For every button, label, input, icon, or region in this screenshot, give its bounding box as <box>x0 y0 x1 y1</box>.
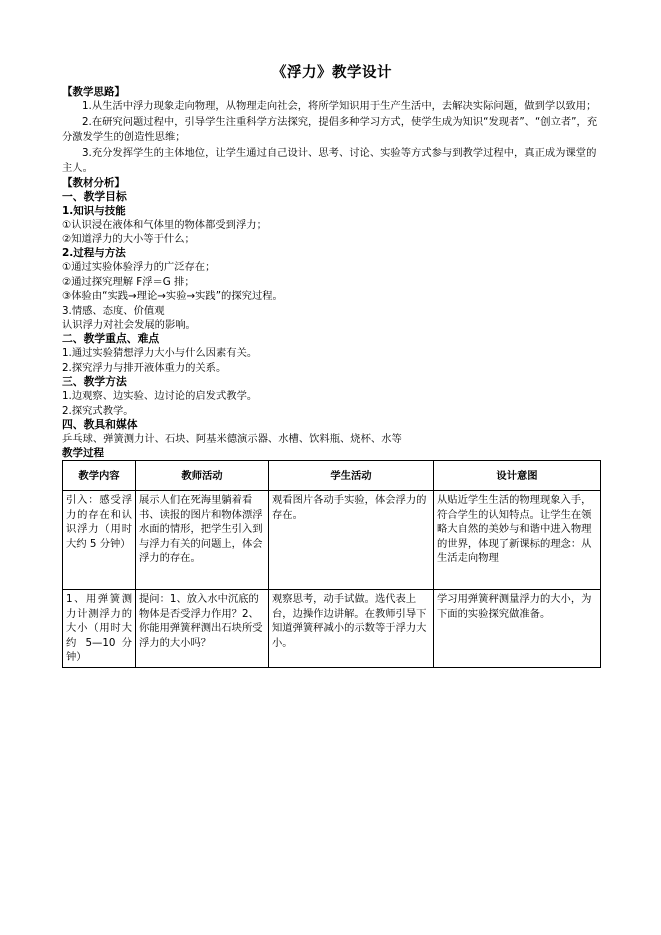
key-point-item: 1.通过实验猜想浮力大小与什么因素有关。 <box>62 347 258 360</box>
method-item: 1.边观察、边实验、边讨论的启发式教学。 <box>62 390 258 403</box>
key-points-title: 二、教学重点、难点 <box>62 332 160 346</box>
process-title: 2.过程与方法 <box>62 247 126 260</box>
method-title: 三、教学方法 <box>62 375 127 389</box>
process-label: 教学过程 <box>62 447 104 460</box>
ideas-heading: 【教学思路】 <box>62 86 125 98</box>
knowledge-item: ①认识浸在液体和气体里的物体都受到浮力； <box>62 218 267 231</box>
analysis-heading: 【教材分析】 <box>62 176 125 189</box>
cell-student: 观察思考，动手试做。选代表上台，边操作边讲解。在教师引导下知道弹簧秤减小的示数等于浮力大小。 <box>269 590 434 668</box>
header-teacher: 教师活动 <box>136 461 269 491</box>
process-item: ①通过实验体验浮力的广泛存在； <box>62 261 216 274</box>
emotion-title: 3.情感、态度、价值观 <box>62 304 165 317</box>
table-header-row <box>63 461 601 491</box>
document-page <box>62 64 602 668</box>
table-row <box>63 590 601 668</box>
tools-text: 乒乓球、弹簧测力计、石块、阿基米德演示器、水槽、饮料瓶、烧杯、水等 <box>62 432 402 445</box>
process-table <box>62 460 601 668</box>
emotion-item: 认识浮力对社会发展的影响。 <box>62 318 196 331</box>
cell-student: 观看图片各动手实验，体会浮力的存在。 <box>269 491 434 590</box>
header-content: 教学内容 <box>63 461 136 491</box>
document-title: 《浮力》教学设计 <box>272 65 392 81</box>
header-student: 学生活动 <box>269 461 434 491</box>
knowledge-item: ②知道浮力的大小等于什么； <box>62 232 195 245</box>
cell-content: 引入：感受浮力的存在和认识浮力（用时大约 5 分钟） <box>63 491 136 590</box>
process-item: ③体验由“实践→理论→实验→实践”的探究过程。 <box>62 290 283 303</box>
knowledge-title: 1.知识与技能 <box>62 204 126 217</box>
cell-content: 1、用弹簧测力计测浮力的大小（用时大约 5—10 分钟） <box>63 590 136 668</box>
table-row <box>63 491 601 590</box>
cell-intent: 学习用弹簧秤测量浮力的大小，为下面的实验探究做准备。 <box>434 590 601 668</box>
tools-title: 四、教具和媒体 <box>62 417 138 431</box>
ideas-paragraph: 1.从生活中浮力现象走向物理，从物理走向社会，将所学知识用于生产生活中，去解决实际问题，做到学以致用； <box>82 100 597 112</box>
ideas-paragraph: 3.充分发挥学生的主体地位，让学生通过自己设计、思考、讨论、实验等方式参与到教学过程中，真正成为课堂的主人。 <box>62 146 597 174</box>
method-item: 2.探究式教学。 <box>62 404 134 417</box>
key-point-item: 2.探究浮力与排开液体重力的关系。 <box>62 361 227 374</box>
ideas-paragraph: 2.在研究问题过程中，引导学生注重科学方法探究，提倡多种学习方式，使学生成为知识“发现者”、“创立者”，充分激发学生的创造性思维； <box>62 115 598 143</box>
process-item: ②通过探究理解 F浮＝G 排； <box>62 275 195 288</box>
header-intent: 设计意图 <box>434 461 601 491</box>
cell-teacher: 展示人们在死海里躺着看书、读报的图片和物体漂浮水面的情形，把学生引入到与浮力有关的问题上，体会浮力的存在。 <box>136 491 269 590</box>
goals-title: 一、教学目标 <box>62 189 127 203</box>
cell-teacher: 提问：1、放入水中沉底的物体是否受浮力作用？2、你能用弹簧秤测出石块所受浮力的大小吗？ <box>136 590 269 668</box>
cell-intent: 从贴近学生生活的物理现象入手，符合学生的认知特点。让学生在领略大自然的美妙与和谐中进入物理的世界，体现了新课标的理念：从生活走向物理 <box>434 491 601 590</box>
